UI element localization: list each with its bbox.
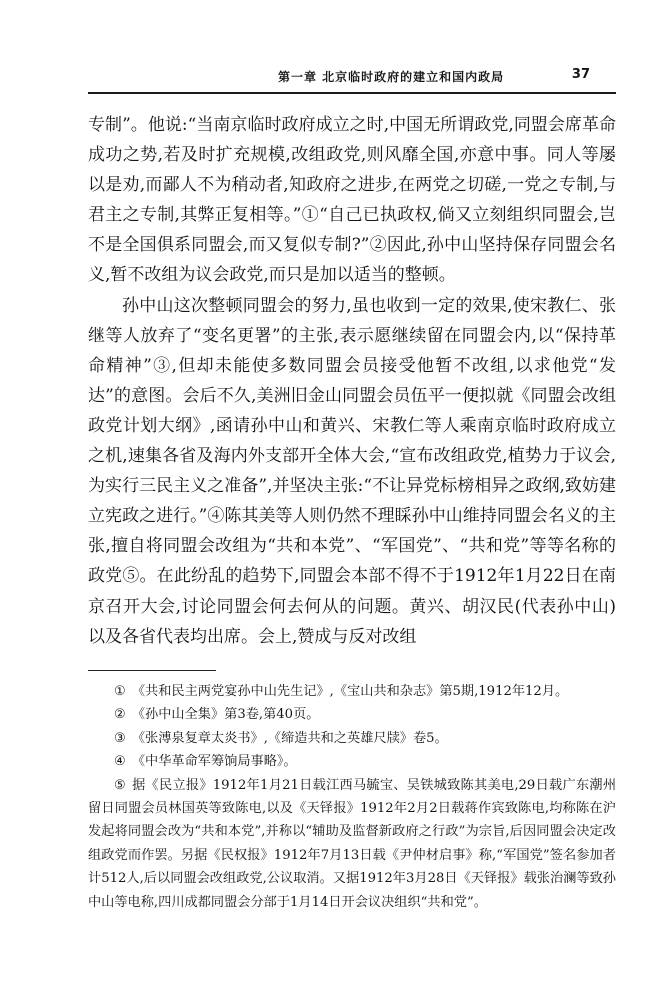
- footnote-1: [88, 680, 616, 703]
- footnote-3: [88, 727, 616, 750]
- footnote-marker: ③: [114, 730, 126, 746]
- chapter-title: 第一章 北京临时政府的建立和国内政局: [278, 70, 505, 84]
- footnote-2: [88, 703, 616, 726]
- footnote-marker: ④: [114, 754, 126, 770]
- page-number: 37: [571, 67, 590, 82]
- header-rule: [88, 92, 616, 94]
- paragraph: 孙中山这次整顿同盟会的努力,虽也收到一定的效果,使宋教仁、张继等人放弃了“变名更署”的主张,表示愿继续留在同盟会内,以“保持革命精神”③,但却未能使多数同盟会员接受他暂不改组,以求他党“发达”的意图。会后不久,美洲旧金山同盟会员伍平一便拟就《同盟会改组政党计划大纲》,函请孙中山和黄兴、宋教仁等人乘南京临时政府成立之机,速集各省及海内外支部开全体大会,“宣布改组政党,植势力于议会,为实行三民主义之准备”,并坚决主张:“不让异党标榜相异之政纲,致妨建立宪政之进行。”④陈其美等人则仍然不理睬孙中山维持同盟会名义的主张,擅自将同盟会改组为“共和本党”、“军国党”、“共和党”等等名称的政党⑤。在此纷乱的趋势下,同盟会本部不得不于1912年1月22日在南京召开大会,讨论同盟会何去何从的问题。黄兴、胡汉民(代表孙中山)以及各省代表均出席。会上,赞成与反对改组: [88, 295, 616, 647]
- footnote-text: 《中华革命军筹饷局事略》。: [131, 754, 297, 770]
- footnote-text: 《共和民主两党宴孙中山先生记》,《宝山共和杂志》第5期,1912年12月。: [131, 684, 569, 699]
- paragraph-continued: 专制”。他说:“当南京临时政府成立之时,中国无所谓政党,同盟会席革命成功之势,若及时扩充规模,改组政党,则风靡全国,亦意中事。同人等屡以是劝,而鄙人不为稍动者,知政府之进步,在两党之切磋,一党之专制,与君主之专制,其弊正复相等。”①“自己已执政权,倘又立刻组织同盟会,岂不是全国俱系同盟会,而又复似专制?”②因此,孙中山坚持保存同盟会名义,暂不改组为议会政党,而只是加以适当的整顿。: [88, 115, 616, 286]
- footnote-marker: ②: [114, 707, 126, 723]
- main-text: [88, 110, 616, 652]
- footnote-text: 《张溥泉复章太炎书》,《缔造共和之英雄尺牍》卷5。: [131, 730, 448, 746]
- footnote-text: 据《民立报》1912年1月21日载江西马毓宝、吴铁城致陈其美电,29日载广东潮州留日同盟会员林国英等致陈电,以及《天铎报》1912年2月2日载蒋作宾致陈电,均称陈在沪发起将同盟会改为“共和本党”,并称以“辅助及监督新政府之行政”为宗旨,后因同盟会决定改组政党而作罢。另据《民权报》1912年7月13日载《尹仲材启事》称,“军国党”签名参加者计512人,后以同盟会改组政党,公议取消。又据1912年3月28日《天铎报》载张治澜等致孙中山等电称,四川成都同盟会分部于1月14日开会议决组织“共和党”。: [88, 777, 617, 910]
- running-header: [88, 58, 616, 94]
- footnote-separator: [88, 670, 216, 671]
- footnote-marker: ⑤: [114, 777, 127, 793]
- footnote-5: [88, 774, 616, 914]
- footnote-text: 《孙中山全集》第3卷,第40页。: [131, 707, 320, 723]
- footnote-4: [88, 750, 616, 773]
- footnotes: [88, 680, 616, 914]
- footnote-marker: ①: [114, 684, 126, 699]
